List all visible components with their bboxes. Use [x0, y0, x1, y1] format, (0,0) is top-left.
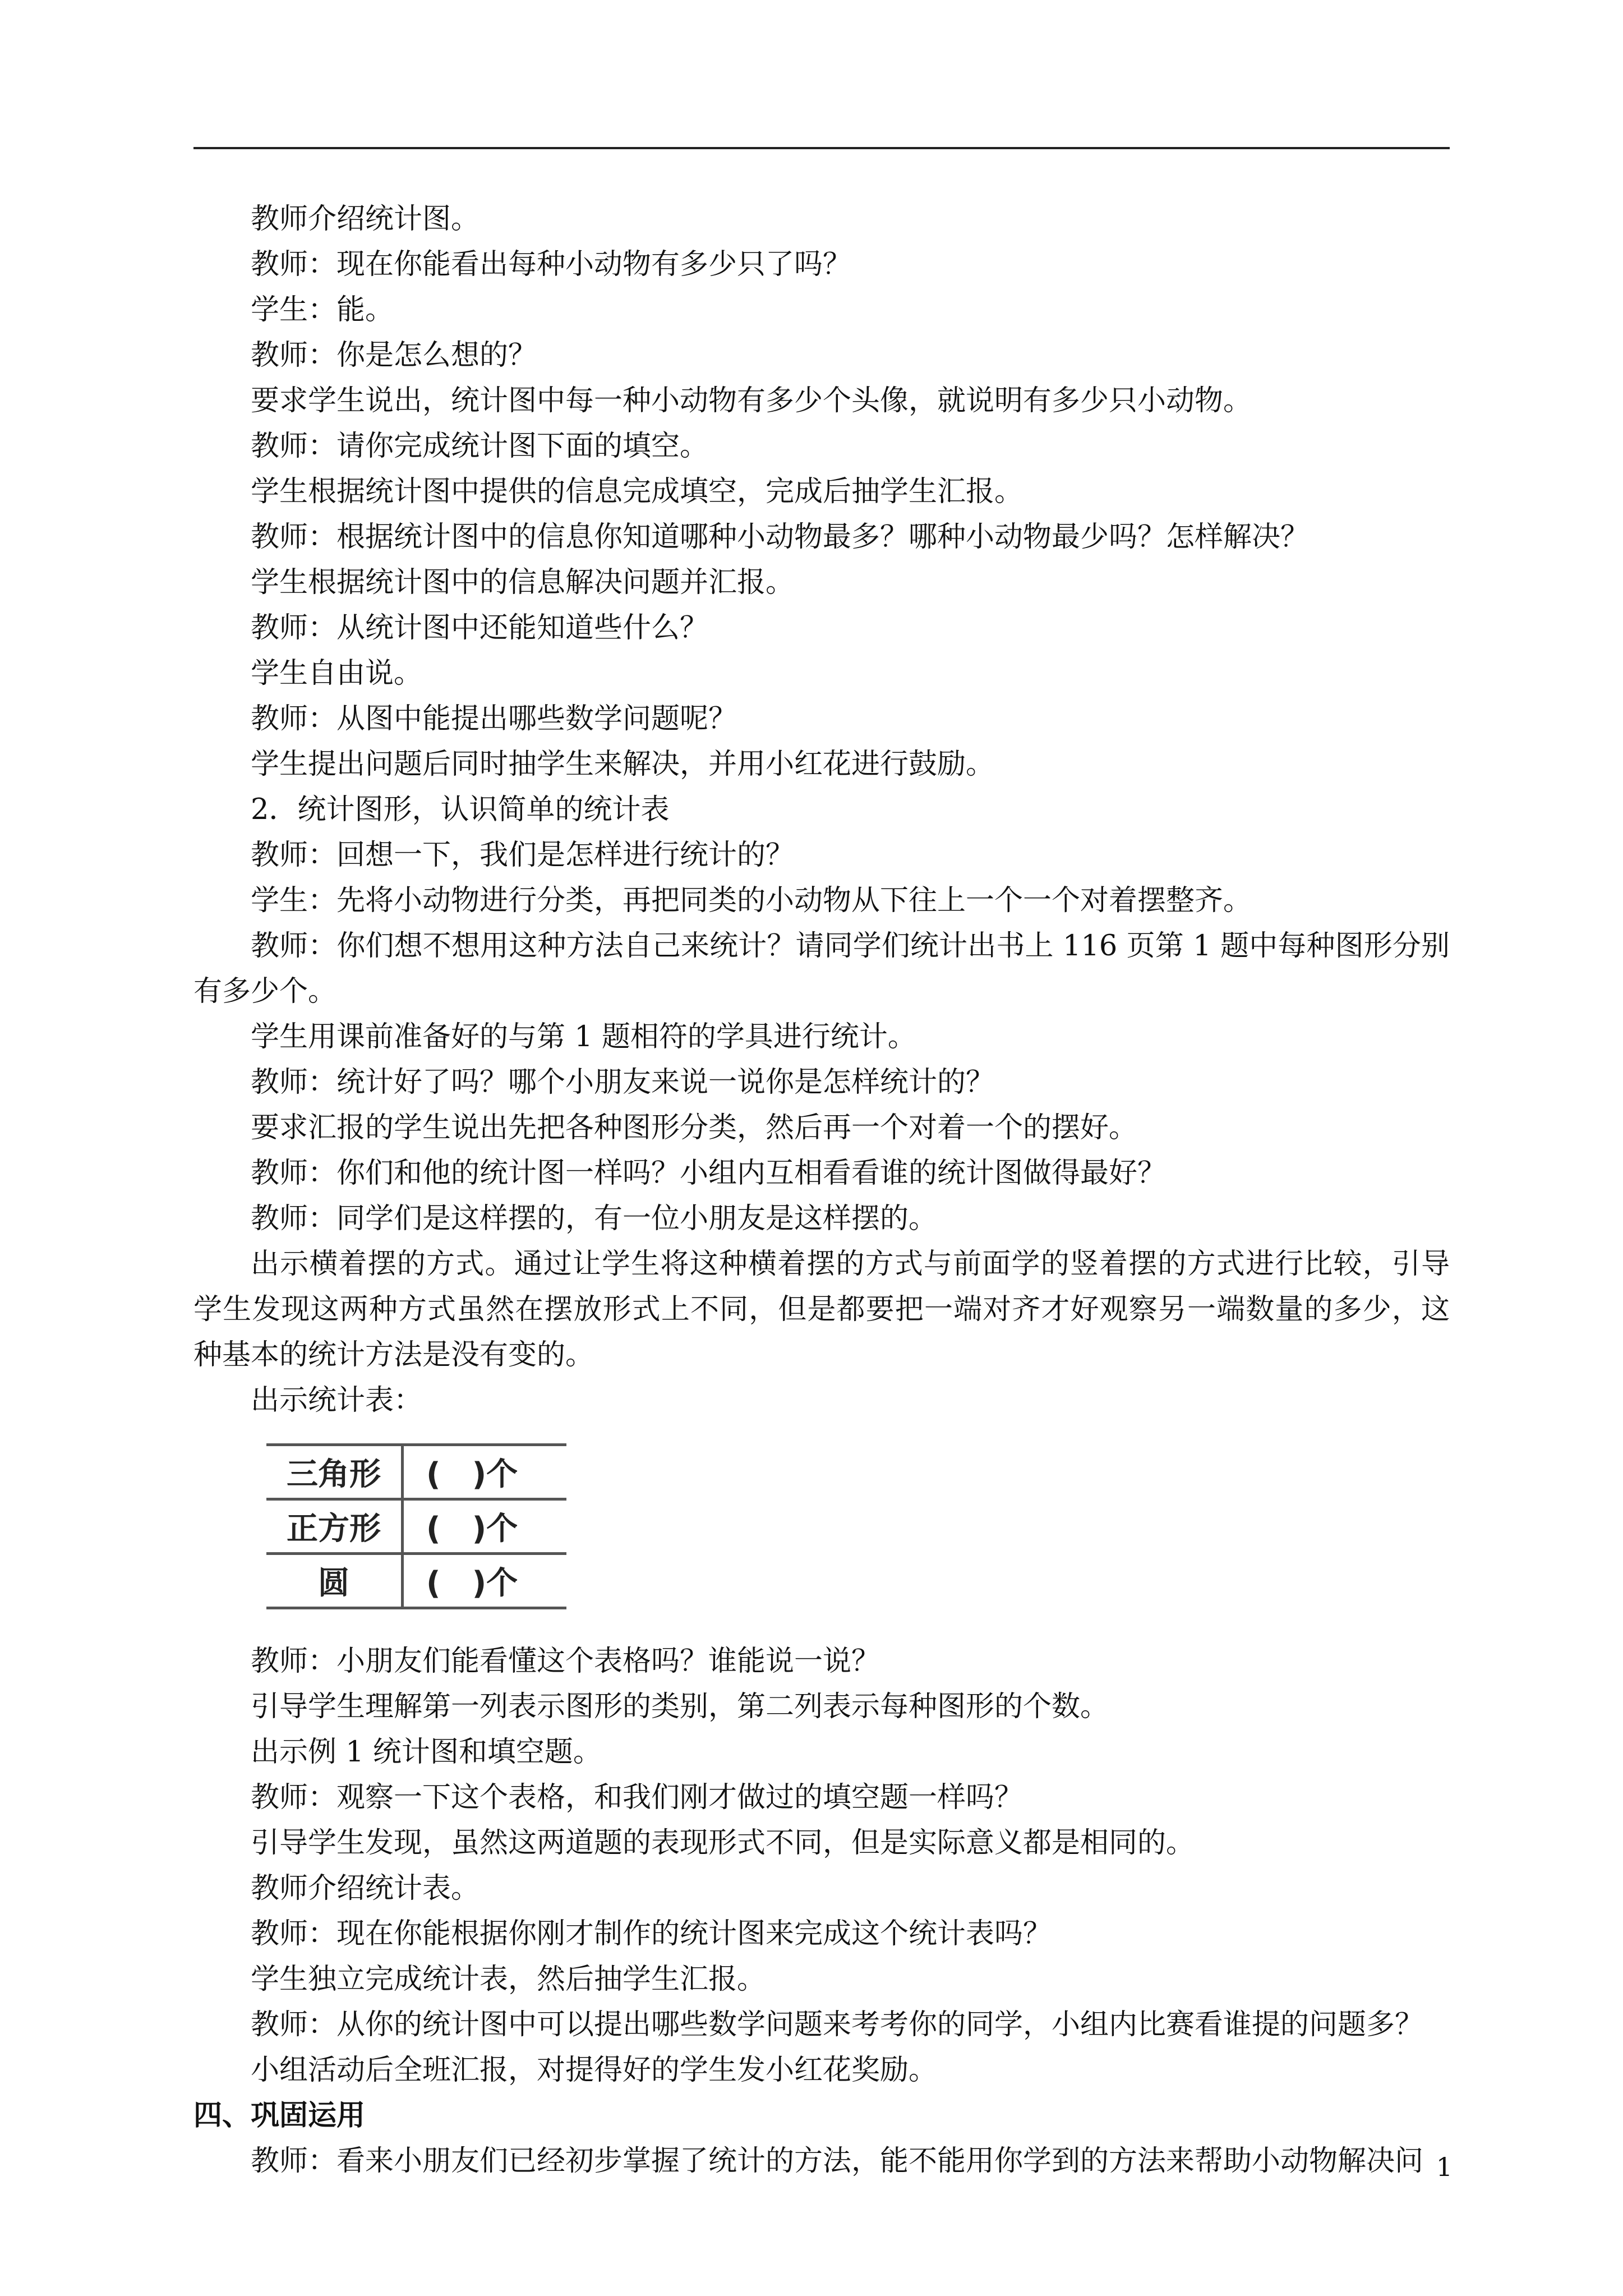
- stats-table: [266, 1443, 566, 1609]
- paragraph: 教师：统计好了吗？哪个小朋友来说一说你是怎样统计的？: [251, 1066, 995, 1099]
- paragraph: 教师：请你完成统计图下面的填空。: [251, 430, 709, 463]
- paragraph: 教师：根据统计图中的信息你知道哪种小动物最多？哪种小动物最少吗？怎样解决？: [251, 521, 1310, 554]
- paragraph: 引导学生发现，虽然这两道题的表现形式不同，但是实际意义都是相同的。: [251, 1826, 1195, 1860]
- page-number: 1: [1436, 2152, 1453, 2182]
- paragraph: 学生独立完成统计表，然后抽学生汇报。: [251, 1963, 766, 1996]
- paragraph: 教师：小朋友们能看懂这个表格吗？谁能说一说？: [251, 1645, 880, 1678]
- paragraph: 出示统计表：: [251, 1384, 423, 1417]
- paragraph: 学生根据统计图中的信息解决问题并汇报。: [251, 566, 795, 599]
- paragraph: 教师介绍统计图。: [251, 203, 480, 236]
- paragraph: 出示例 1 统计图和填空题。: [251, 1736, 602, 1769]
- table-row: [266, 1554, 566, 1608]
- table-cell-count: ( )个: [403, 1499, 567, 1554]
- section-heading: 四、巩固运用: [193, 2099, 366, 2132]
- paragraph: 教师：你们和他的统计图一样吗？小组内互相看看谁的统计图做得最好？: [251, 1157, 1166, 1190]
- document-body: [193, 196, 1450, 2184]
- paragraph: 教师：现在你能看出每种小动物有多少只了吗？: [251, 248, 852, 281]
- paragraph: 教师：从图中能提出哪些数学问题呢？: [251, 702, 737, 735]
- paragraph: 学生根据统计图中提供的信息完成填空，完成后抽学生汇报。: [251, 475, 1023, 508]
- paragraph: 学生提出问题后同时抽学生来解决，并用小红花进行鼓励。: [251, 748, 995, 781]
- paragraph: 要求汇报的学生说出先把各种图形分类，然后再一个对着一个的摆好。: [251, 1111, 1138, 1144]
- paragraph: 学生：能。: [251, 293, 394, 326]
- paragraph: 教师：现在你能根据你刚才制作的统计图来完成这个统计表吗？: [251, 1917, 1052, 1950]
- paragraph: 要求学生说出，统计图中每一种小动物有多少个头像，就说明有多少只小动物。: [251, 384, 1252, 417]
- header-rule: [193, 147, 1450, 149]
- paragraph: 学生自由说。: [251, 657, 423, 690]
- table-cell-shape: 圆: [266, 1554, 403, 1608]
- table-cell-count: ( )个: [403, 1445, 567, 1499]
- table-cell-count: ( )个: [403, 1554, 567, 1608]
- paragraph: 小组活动后全班汇报，对提得好的学生发小红花奖励。: [251, 2054, 938, 2087]
- paragraph: 教师：观察一下这个表格，和我们刚才做过的填空题一样吗？: [251, 1781, 1023, 1814]
- paragraph: 教师：你们想不想用这种方法自己来统计？请同学们统计出书上 116 页第 1 题中每种图形分别有多少个。: [193, 930, 1450, 1008]
- subsection-title: 2．统计图形，认识简单的统计表: [251, 793, 670, 826]
- paragraph: 教师介绍统计表。: [251, 1872, 480, 1905]
- paragraph: 教师：从你的统计图中可以提出哪些数学问题来考考你的同学，小组内比赛看谁提的问题多？: [251, 2008, 1424, 2041]
- paragraph: 教师：从统计图中还能知道些什么？: [251, 611, 709, 645]
- paragraph: 学生用课前准备好的与第 1 题相符的学具进行统计。: [251, 1020, 916, 1053]
- paragraph: 教师：你是怎么想的？: [251, 339, 537, 372]
- paragraph: 教师：回想一下，我们是怎样进行统计的？: [251, 839, 795, 872]
- stats-table-figure: [266, 1443, 1450, 1609]
- table-cell-shape: 正方形: [266, 1499, 403, 1554]
- table-row: [266, 1499, 566, 1554]
- paragraph: 教师：同学们是这样摆的，有一位小朋友是这样摆的。: [251, 1202, 938, 1235]
- paragraph: 教师：看来小朋友们已经初步掌握了统计的方法，能不能用你学到的方法来帮助小动物解决问: [251, 2145, 1424, 2178]
- paragraph: 学生：先将小动物进行分类，再把同类的小动物从下往上一个一个对着摆整齐。: [251, 884, 1252, 917]
- paragraph: 出示横着摆的方式。通过让学生将这种横着摆的方式与前面学的竖着摆的方式进行比较，引导学生发现这两种方式虽然在摆放形式上不同，但是都要把一端对齐才好观察另一端数量的多少，这种基本的统计方法是没有变的。: [193, 1248, 1450, 1372]
- paragraph: 引导学生理解第一列表示图形的类别，第二列表示每种图形的个数。: [251, 1690, 1109, 1723]
- table-row: [266, 1445, 566, 1499]
- table-cell-shape: 三角形: [266, 1445, 403, 1499]
